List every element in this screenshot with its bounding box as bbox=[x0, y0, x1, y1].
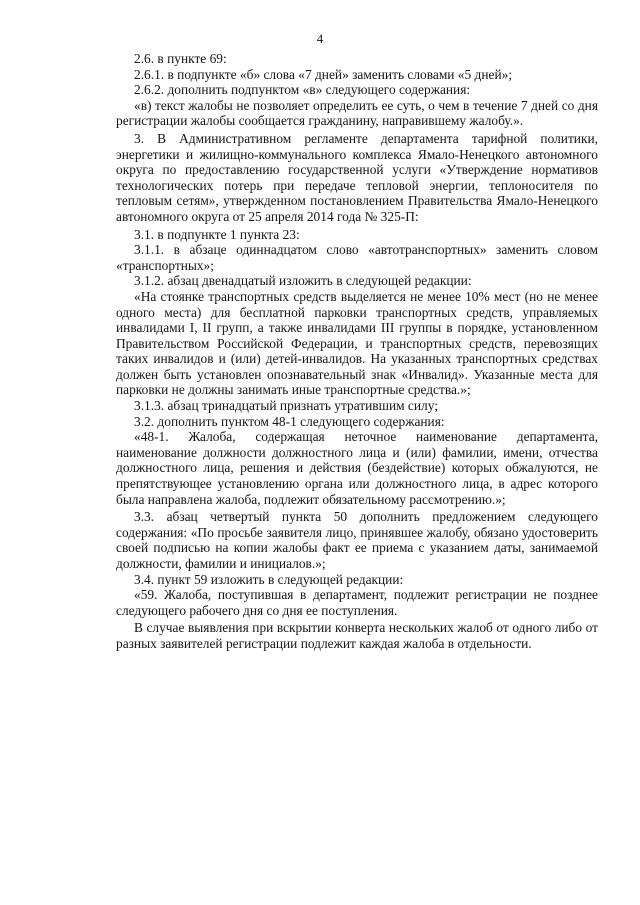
paragraph: 3.2. дополнить пунктом 48-1 следующего содержания: bbox=[134, 413, 445, 429]
paragraph: «59. Жалоба, поступившая в департамент, подлежит регистрации не позднее следующего рабочего дня со дня ее поступления. bbox=[116, 587, 598, 618]
paragraph: 3.4. пункт 59 изложить в следующей редакции: bbox=[134, 571, 404, 587]
paragraph: «На стоянке транспортных средств выделяется не менее 10% мест (но не менее одного места) для бесплатной парковки транспортных средств, управляемых инвалидами I, II групп, а также инвалидами III группы в порядке, установленном Правительством Российской Федерации, и транспортных средств, перевозящих таких инвалидов и (или) детей-инвалидов. На указанных транспортных средствах должен быть установлен опознавательный знак «Инвалид». Указанные места для парковки не должны занимать иные транспортные средства.»; bbox=[116, 288, 598, 398]
paragraph: В случае выявления при вскрытии конверта нескольких жалоб от одного либо от разных заявителей регистрации подлежит каждая жалоба в отдельности. bbox=[116, 620, 598, 651]
paragraph: «48-1. Жалоба, содержащая неточное наименование департамента, наименование должности должностного лица и (или) фамилии, имени, отчества должностного лица, решения и действия (бездействие) которых обжалуются, не препятствующее установлению органа или должностного лица, в адрес которого была направлена жалоба, подлежит обязательному рассмотрению.»; bbox=[116, 429, 598, 507]
paragraph: 2.6.2. дополнить подпунктом «в» следующего содержания: bbox=[134, 82, 471, 98]
paragraph: 3.1.1. в абзаце одиннадцатом слово «автотранспортных» заменить словом «транспортных»; bbox=[116, 242, 598, 273]
page-number: 4 bbox=[316, 31, 324, 46]
paragraph: 2.6. в пункте 69: bbox=[134, 51, 227, 66]
paragraph: 3. В Административном регламенте департамента тарифной политики, энергетики и жилищно-коммунального комплекса Ямало-Ненецкого автономного округа по предоставлению государственной услуги «Утверждение нормативов технологических потерь при передаче тепловой энергии, теплоносителя по тепловым сетям», утвержденном постановлением Правительства Ямало-Ненецкого автономного округа от 25 апреля 2014 года № 325-П: bbox=[116, 130, 598, 224]
paragraph: 3.1. в подпункте 1 пункта 23: bbox=[134, 226, 300, 242]
document-body bbox=[116, 51, 598, 652]
paragraph: 2.6.1. в подпункте «б» слова «7 дней» заменить словами «5 дней»; bbox=[134, 66, 513, 82]
paragraph: 3.1.2. абзац двенадцатый изложить в следующей редакции: bbox=[134, 273, 472, 289]
paragraph: «в) текст жалобы не позволяет определить ее суть, о чем в течение 7 дней со дня регистрации жалобы сообщается гражданину, направившему жалобу.». bbox=[116, 97, 598, 129]
paragraph: 3.3. абзац четвертый пункта 50 дополнить предложением следующего содержания: «По просьбе заявителя лицо, принявшее жалобу, обязано удостоверить своей подписью на копии жалобы факт ее приема с указанием даты, занимаемой должности, фамилии и инициалов.»; bbox=[116, 509, 598, 571]
paragraph: 3.1.3. абзац тринадцатый признать утратившим силу; bbox=[134, 398, 438, 414]
